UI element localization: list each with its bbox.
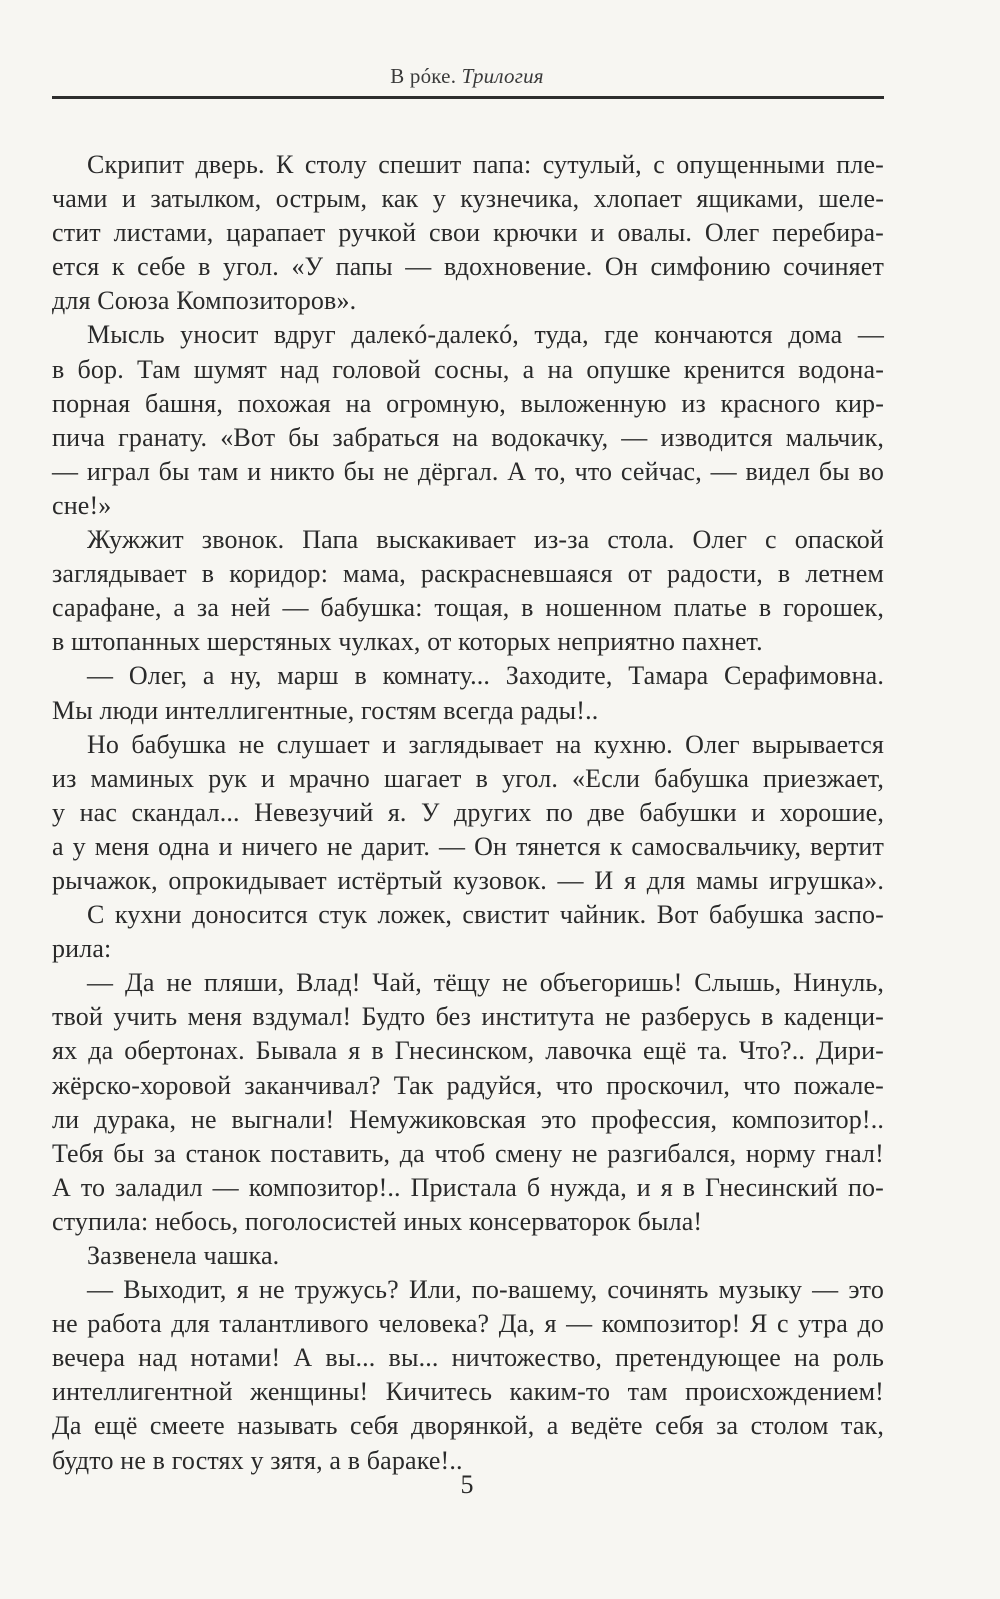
text-line: не работа для талантливого человека? Да, я — композитор! Я с утра до bbox=[52, 1309, 884, 1339]
text-line: Зазвенела чашка. bbox=[87, 1241, 280, 1270]
text-line: будто не в гостях у зятя, а в бараке!.. bbox=[52, 1445, 463, 1475]
text-line: стит листами, царапает ручкой свои крючки и овалы. Олег перебира- bbox=[52, 218, 884, 248]
text-line: у нас скандал... Невезучий я. У других по две бабушки и хорошие, bbox=[52, 797, 884, 827]
main-text bbox=[52, 148, 884, 1478]
text-line: Но бабушка не слушает и заглядывает на кухню. Олег вырывается bbox=[87, 729, 884, 759]
page-number: 5 bbox=[460, 1470, 474, 1499]
text-line: ступила: небось, поголосистей иных консерваторок была! bbox=[52, 1206, 703, 1236]
text-line: Мысль уносит вдруг далекó-далекó, туда, где кончаются дома — bbox=[87, 320, 884, 350]
text-line: для Союза Композиторов». bbox=[52, 286, 357, 316]
text-line: — Выходит, я не тружусь? Или, по-вашему, сочинять музыку — это bbox=[87, 1275, 884, 1305]
text-line: а у меня одна и ничего не дарит. — Он тянется к самосвальчику, вертит bbox=[52, 831, 884, 861]
text-line: в штопанных шерстяных чулках, от которых неприятно пахнет. bbox=[52, 627, 763, 657]
text-line: — играл бы там и никто бы не дёргал. А то, что сейчас, — видел бы во bbox=[52, 456, 884, 486]
text-line: ли дурака, не выгнали! Немужиковская это профессия, композитор!.. bbox=[52, 1104, 884, 1134]
text-line: ется к себе в угол. «У папы — вдохновение. Он симфонию сочиняет bbox=[52, 252, 884, 282]
text-line: Тебя бы за станок поставить, да чтоб смену не разгибался, норму гнал! bbox=[52, 1138, 884, 1168]
book-title: В рóке. bbox=[390, 64, 457, 88]
text-line: А то заладил — композитор!.. Пристала б нужда, и я в Гнесинский по- bbox=[52, 1172, 884, 1202]
text-line: в бор. Там шумят над головой сосны, а на опушке кренится водона- bbox=[52, 354, 884, 384]
text-line: интеллигентной женщины! Кичитесь каким-то там происхождением! bbox=[52, 1377, 884, 1407]
text-line: — Да не пляши, Влад! Чай, тёщу не объегоришь! Слышь, Нинуль, bbox=[87, 968, 884, 998]
text-line: С кухни доносится стук ложек, свистит чайник. Вот бабушка заспо- bbox=[87, 900, 884, 930]
text-line: из маминых рук и мрачно шагает в угол. «Если бабушка приезжает, bbox=[52, 763, 884, 793]
text-line: Жужжит звонок. Папа выскакивает из-за стола. Олег с опаской bbox=[87, 525, 884, 555]
text-line: вечера над нотами! А вы... вы... ничтожество, претендующее на роль bbox=[52, 1343, 884, 1373]
text-line: сарафане, а за ней — бабушка: тощая, в ношенном платье в горошек, bbox=[52, 593, 884, 623]
text-line: чами и затылком, острым, как у кузнечика, хлопает ящиками, шеле- bbox=[52, 184, 884, 214]
text-line: заглядывает в коридор: мама, раскрасневшаяся от радости, в летнем bbox=[52, 559, 884, 589]
book-subtitle: Трилогия bbox=[461, 64, 544, 88]
text-line: порная башня, похожая на огромную, выложенную из красного кир- bbox=[52, 388, 884, 418]
text-line: Скрипит дверь. К столу спешит папа: сутулый, с опущенными пле- bbox=[87, 150, 884, 179]
text-line: Да ещё смеете называть себя дворянкой, а ведёте себя за столом так, bbox=[52, 1411, 884, 1441]
text-line: рила: bbox=[52, 934, 112, 964]
text-line: — Олег, а ну, марш в комнату... Заходите, Тамара Серафимовна. bbox=[87, 661, 884, 691]
text-line: Мы люди интеллигентные, гостям всегда рады!.. bbox=[52, 695, 599, 725]
running-header bbox=[52, 64, 882, 89]
text-line: ях да обертонах. Бывала я в Гнесинском, лавочка ещё та. Что?.. Дири- bbox=[52, 1036, 884, 1066]
text-line: рычажок, опрокидывает истёртый кузовок. — И я для мамы игрушка». bbox=[52, 865, 884, 895]
text-line: сне!» bbox=[52, 490, 112, 520]
text-line: твой учить меня вздумал! Будто без института не разберусь в каденци- bbox=[52, 1002, 884, 1032]
header-rule bbox=[52, 96, 884, 99]
text-line: жёрско-хоровой заканчивал? Так радуйся, что проскочил, что пожале- bbox=[52, 1070, 884, 1100]
text-line: пича гранату. «Вот бы забраться на водокачку, — изводится мальчик, bbox=[52, 422, 884, 452]
